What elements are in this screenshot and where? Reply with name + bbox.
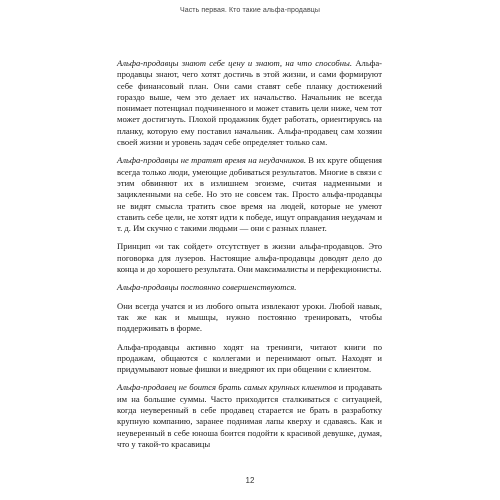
paragraph-text: В их круге общения всегда только люди, умеющие добиваться результатов. Многие в связи с этим обвиняют их в излишнем эгоизме, считая надменными и зацикленными на себе. Но это не совсем так. Просто альфа-продавцы не видят смысла тратить свое время на людей, которые не умеют ставить себе цели, не хотят идти к победе, ищут оправдания неудачам и т. д. Им скучно с такими людьми — они с разных планет. — [117, 155, 382, 234]
paragraph — [117, 342, 382, 376]
paragraph-lead: Альфа-продавцы постоянно совершенствуются. — [117, 282, 297, 293]
paragraph-lead: Альфа-продавцы знают себе цену и знают, на что способны. — [117, 58, 352, 68]
paragraph — [117, 155, 382, 234]
paragraph-text: Принцип «и так сойдет» отсутствует в жизни альфа-продавцов. Это поговорка для лузеров. Настоящие альфа-продавцы доводят дело до конца и до хорошего результата. Они максималисты и перфекционисты. — [117, 241, 382, 275]
paragraph-text: Альфа-продавцы активно ходят на тренинги, читают книги по продажам, общаются с коллегами и перенимают опыт. Находят и придумывают новые фишки и внедряют их при общении с клиентом. — [117, 341, 382, 375]
paragraph-lead: Альфа-продавец не боится брать самых крупных клиентов — [117, 382, 337, 393]
paragraph-text: Они всегда учатся и из любого опыта извлекают уроки. Любой навык, так же как и мышцы, нужно постоянно тренировать, чтобы поддерживать в форме. — [117, 300, 382, 334]
paragraph — [117, 282, 382, 293]
paragraph-text: и продавать им на большие суммы. Часто приходится сталкиваться с ситуацией, когда неуверенный в себе продавец старается не брать в разработку крупную компанию, заранее поднимая лапы кверху и сдаваясь. Как и неуверенный в себе юноша боится подойти к красивой девушке, думая, что у такой-то красавицы — [117, 382, 382, 449]
paragraph — [117, 301, 382, 335]
paragraph-lead: Альфа-продавцы не тратят время на неудачников. — [117, 155, 306, 166]
paragraph — [117, 58, 382, 148]
paragraph — [117, 382, 382, 450]
body-text — [117, 58, 382, 457]
paragraph — [117, 241, 382, 275]
page-number: 12 — [245, 476, 255, 485]
running-header: Часть первая. Кто такие альфа-продавцы — [179, 7, 321, 14]
paragraph-text: Альфа-продавцы знают, чего хотят достичь в этой жизни, и сами формируют себе финансовый план. Они сами ставят себе планку достижений гораздо выше, чем это делает их начальство. Начальник не всегда понимает потенциал подчиненного и может ставить цели ниже, чем тот может достигнуть. Плохой продажник будет работать, ориентируясь на планку, которую ему поставил начальник. Альфа-продавец сам хозяин своей жизни и уровень задач себе определяет только сам. — [117, 58, 382, 148]
